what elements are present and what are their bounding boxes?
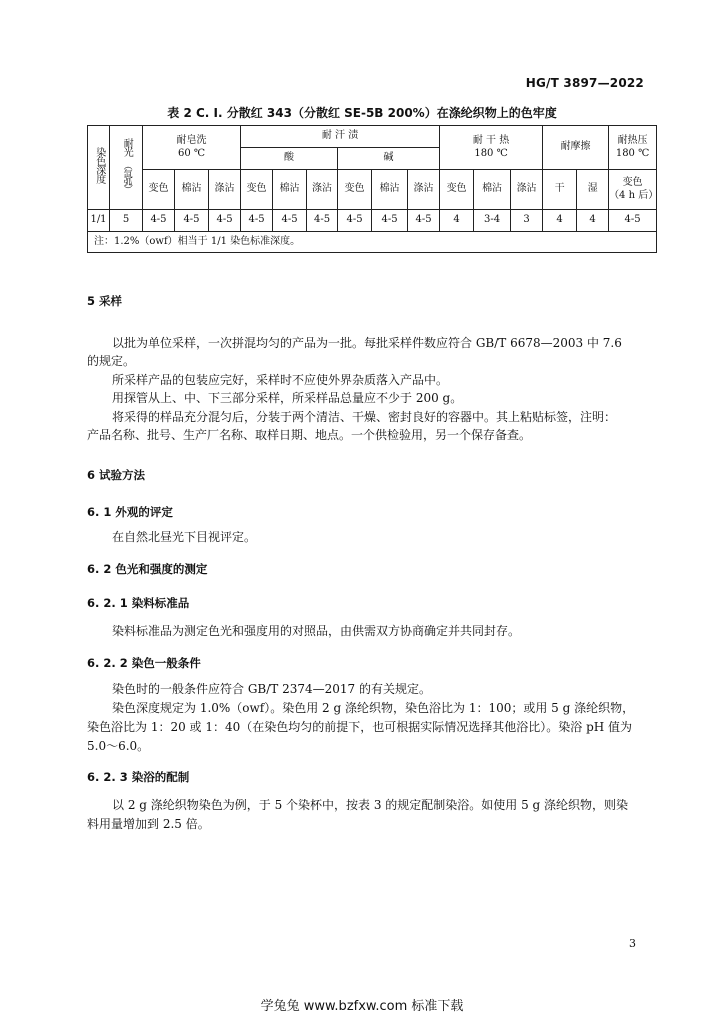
sub-header: 涤沾	[307, 170, 338, 210]
paragraph: 的规定。	[87, 354, 136, 368]
section-6-2-1-heading: 6. 2. 1 染料标准品	[87, 596, 190, 610]
table-cell: 4-5	[143, 210, 175, 232]
header-acid: 酸	[241, 148, 338, 170]
table-cell: 4-5	[338, 210, 372, 232]
table-note: 注：1.2%（owf）相当于 1/1 染色标准深度。	[88, 232, 657, 253]
sub-header: 涤沾	[209, 170, 241, 210]
sub-header: 涤沾	[511, 170, 543, 210]
table-cell: 3	[511, 210, 543, 232]
section-5-heading: 5 采样	[87, 294, 123, 308]
sub-header: 棉沾	[372, 170, 408, 210]
table-cell: 4-5	[209, 210, 241, 232]
sub-header: 棉沾	[273, 170, 307, 210]
paragraph: 染料标准品为测定色光和强度用的对照品，由供需双方协商确定并共同封存。	[112, 624, 521, 638]
table-cell: 3-4	[474, 210, 511, 232]
sub-header: 变色	[143, 170, 175, 210]
paragraph: 在自然北昼光下目视评定。	[112, 530, 257, 544]
table-title: 表 2 C. I. 分散红 343（分散红 SE-5B 200%）在涤纶织物上的色牢度	[167, 106, 557, 120]
table-row	[88, 210, 657, 232]
paragraph: 5.0～6.0。	[87, 739, 150, 753]
table-cell: 1/1	[88, 210, 110, 232]
sub-header: 变色	[241, 170, 273, 210]
header-hotpress: 耐热压 180 ℃	[609, 126, 657, 170]
section-6-2-2-heading: 6. 2. 2 染色一般条件	[87, 656, 201, 670]
paragraph: 用探管从上、中、下三部分采样，所采样品总量应不少于 200 g。	[112, 391, 463, 405]
sub-header: 湿	[577, 170, 609, 210]
header-sweat: 耐 汗 渍	[241, 126, 440, 148]
paragraph: 料用量增加到 2.5 倍。	[87, 817, 210, 831]
section-6-2-heading: 6. 2 色光和强度的测定	[87, 562, 208, 576]
table-cell: 4	[543, 210, 577, 232]
paragraph: 以批为单位采样，一次拼混均匀的产品为一批。每批采样件数应符合 GB/T 6678—2003 中 7.6	[112, 336, 622, 350]
sub-header: 棉沾	[474, 170, 511, 210]
table-cell: 4-5	[307, 210, 338, 232]
table-cell: 4-5	[273, 210, 307, 232]
sub-header: 棉沾	[175, 170, 209, 210]
paragraph: 产品名称、批号、生产厂名称、取样日期、地点。一个供检验用，另一个保存备查。	[87, 428, 532, 442]
paragraph: 将采得的样品充分混匀后，分装于两个清洁、干燥、密封良好的容器中。其上粘贴标签，注明：	[112, 410, 617, 424]
document-code: HG/T 3897—2022	[525, 76, 644, 90]
header-dryheat: 耐 干 热 180 ℃	[440, 126, 543, 170]
section-6-2-3-heading: 6. 2. 3 染浴的配制	[87, 770, 190, 784]
header-alkali: 碱	[338, 148, 440, 170]
header-depth: 染色深度	[88, 126, 110, 210]
paragraph: 所采样产品的包装应完好，采样时不应使外界杂质落入产品中。	[112, 373, 449, 387]
table-cell: 4-5	[372, 210, 408, 232]
sub-header: 涤沾	[408, 170, 440, 210]
table-cell: 4	[577, 210, 609, 232]
sub-header: 变色	[338, 170, 372, 210]
header-light: 耐光 （氙弧）	[110, 126, 143, 210]
paragraph: 染色浴比为 1：20 或 1：40（在染色均匀的前提下，也可根据实际情况选择其他浴比）。染浴 pH 值为	[87, 720, 633, 734]
section-6-1-heading: 6. 1 外观的评定	[87, 505, 173, 519]
paragraph: 染色时的一般条件应符合 GB/T 2374—2017 的有关规定。	[112, 682, 431, 696]
header-soap: 耐皂洗 60 ℃	[143, 126, 241, 170]
section-6-heading: 6 试验方法	[87, 468, 146, 482]
sub-header: 干	[543, 170, 577, 210]
sub-header: 变色 （4 h 后）	[609, 170, 657, 210]
paragraph: 以 2 g 涤纶织物染色为例，于 5 个染杯中，按表 3 的规定配制染浴。如使用 5 g 涤纶织物，则染	[112, 798, 629, 812]
table-cell: 4	[440, 210, 474, 232]
header-rub: 耐摩擦	[543, 126, 609, 170]
paragraph: 染色深度规定为 1.0%（owf）。染色用 2 g 涤纶织物，染色浴比为 1：100；或用 5 g 涤纶织物，	[112, 701, 635, 715]
footer-watermark: 学兔兔 www.bzfxw.com 标准下载	[260, 999, 464, 1014]
table-cell: 4-5	[408, 210, 440, 232]
color-fastness-table	[87, 125, 657, 253]
table-cell: 4-5	[241, 210, 273, 232]
table-cell: 4-5	[175, 210, 209, 232]
sub-header: 变色	[440, 170, 474, 210]
table-cell: 4-5	[609, 210, 657, 232]
table-cell: 5	[110, 210, 143, 232]
page-number: 3	[629, 937, 636, 950]
